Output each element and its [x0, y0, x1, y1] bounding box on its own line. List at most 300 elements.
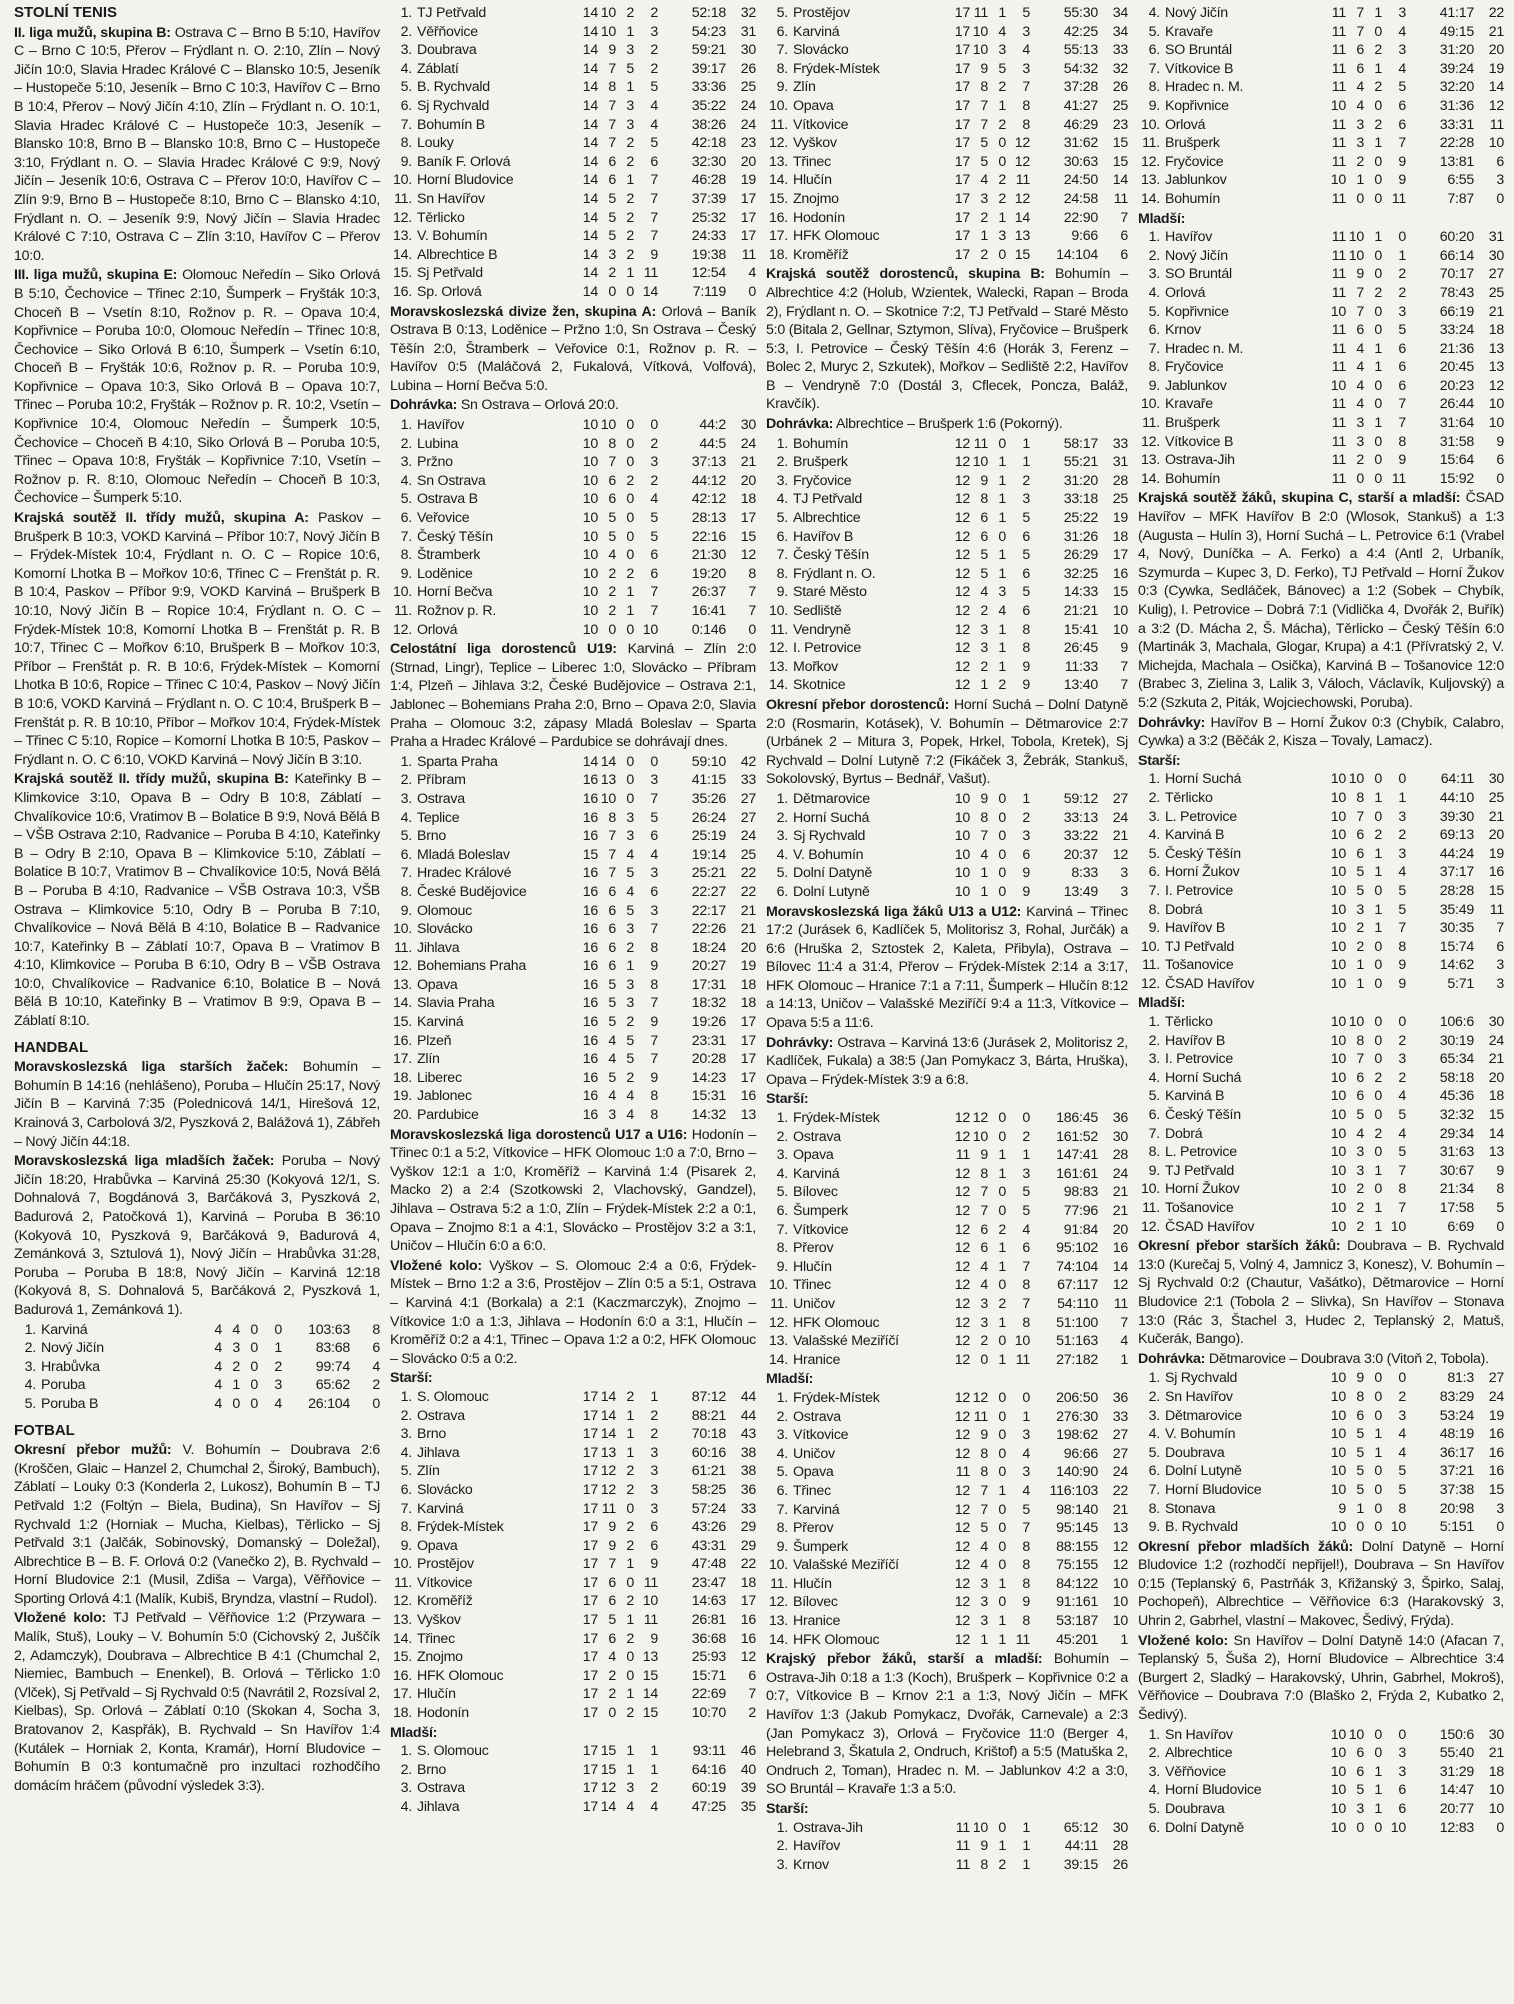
draws-cell: 0	[1374, 1051, 1382, 1068]
played-cell: 10	[1330, 808, 1346, 825]
team-cell: Uničov	[793, 1445, 835, 1462]
score-cell: 14:23	[691, 1069, 726, 1086]
played-cell: 10	[954, 828, 970, 845]
wins-cell: 5	[608, 995, 616, 1012]
team-cell: Veřovice	[417, 510, 470, 527]
points-cell: 17	[740, 1069, 756, 1086]
draws-cell: 2	[626, 1593, 634, 1610]
rank-cell: 3.	[24, 1358, 36, 1375]
rank-cell: 5.	[1148, 845, 1160, 862]
table-row	[766, 435, 1128, 454]
losses-cell: 1	[1022, 790, 1030, 807]
draws-cell: 1	[998, 1165, 1006, 1182]
losses-cell: 6	[1398, 97, 1406, 114]
score-cell: 60:19	[691, 1780, 726, 1797]
rank-cell: 10.	[1141, 1181, 1160, 1198]
team-cell: Brno	[417, 1761, 446, 1778]
score-cell: 38:26	[691, 116, 726, 133]
losses-cell: 9	[1398, 957, 1406, 974]
losses-cell: 8	[1022, 116, 1030, 133]
losses-cell: 3	[650, 1481, 658, 1498]
rank-cell: 12.	[769, 640, 788, 657]
played-cell: 12	[954, 1314, 970, 1331]
standings-table	[390, 4, 756, 302]
table-row	[1138, 1369, 1504, 1388]
played-cell: 14	[582, 172, 598, 189]
team-cell: Vyškov	[417, 1612, 461, 1629]
rank-cell: 2.	[776, 1128, 788, 1145]
losses-cell: 9	[650, 246, 658, 263]
score-cell: 46:28	[691, 172, 726, 189]
score-cell: 84:122	[1056, 1575, 1098, 1592]
competition-name: Vložené kolo:	[1138, 1632, 1228, 1649]
team-cell: Kopřivnice	[1165, 303, 1229, 320]
rank-cell: 7.	[1148, 882, 1160, 899]
rank-cell: 1.	[776, 1389, 788, 1406]
draws-cell: 3	[626, 42, 634, 59]
wins-cell: 6	[608, 1630, 616, 1647]
rank-cell: 15.	[393, 1649, 412, 1666]
draws-cell: 0	[250, 1358, 258, 1375]
points-cell: 24	[740, 116, 756, 133]
draws-cell: 1	[626, 1761, 634, 1778]
losses-cell: 1	[274, 1340, 282, 1357]
table-row	[766, 883, 1128, 902]
team-cell: Mořkov	[793, 658, 839, 675]
points-cell: 18	[1488, 1763, 1504, 1780]
rank-cell: 1.	[776, 435, 788, 452]
rank-cell: 11.	[770, 1295, 788, 1312]
wins-cell: 8	[1356, 1032, 1364, 1049]
table-row	[1138, 377, 1504, 396]
score-cell: 37:17	[1439, 864, 1474, 881]
rank-cell: 2.	[1148, 1745, 1160, 1762]
draws-cell: 4	[998, 603, 1006, 619]
score-cell: 15:64	[1439, 452, 1474, 469]
losses-cell: 6	[1398, 116, 1406, 133]
points-cell: 11	[1489, 901, 1504, 918]
rank-cell: 4.	[400, 809, 412, 826]
points-cell: 3	[1120, 883, 1128, 900]
played-cell: 11	[1331, 42, 1346, 59]
team-cell: Rožnov p. R.	[417, 603, 497, 619]
team-cell: České Budějovice	[417, 883, 527, 900]
score-cell: 186:45	[1056, 1110, 1098, 1127]
team-cell: TJ Petřvald	[1165, 938, 1234, 955]
draws-cell: 2	[626, 209, 634, 226]
draws-cell: 0	[1374, 1726, 1382, 1743]
standings-table	[1138, 1726, 1504, 1838]
wins-cell: 3	[980, 190, 988, 207]
rank-cell: 10.	[1141, 396, 1160, 413]
table-row	[1138, 1162, 1504, 1181]
points-cell: 27	[1112, 1445, 1128, 1462]
played-cell: 17	[954, 5, 970, 21]
score-cell: 13:49	[1063, 883, 1098, 900]
draws-cell: 2	[626, 472, 634, 489]
points-cell: 20	[740, 153, 756, 170]
points-cell: 33	[1112, 42, 1128, 59]
played-cell: 17	[582, 1537, 598, 1554]
losses-cell: 5	[1022, 584, 1030, 601]
points-cell: 33	[1112, 1408, 1128, 1425]
wins-cell: 2	[1356, 1200, 1364, 1216]
played-cell: 17	[582, 1799, 598, 1815]
team-cell: Kroměříž	[417, 1593, 473, 1610]
points-cell: 8	[372, 1321, 380, 1338]
score-cell: 15:71	[691, 1667, 726, 1684]
played-cell: 9	[1338, 1500, 1346, 1517]
team-cell: Nový Jičín	[1165, 247, 1228, 264]
points-cell: 11	[1113, 190, 1128, 207]
draws-cell: 2	[626, 1705, 634, 1722]
played-cell: 10	[582, 547, 598, 564]
played-cell: 10	[954, 790, 970, 807]
rank-cell: 12.	[769, 1314, 788, 1331]
wins-cell: 5	[608, 190, 616, 207]
losses-cell: 7	[1398, 396, 1406, 413]
rank-cell: 6.	[400, 1481, 412, 1498]
draws-cell: 2	[626, 5, 634, 21]
draws-cell: 0	[998, 528, 1006, 545]
draws-cell: 0	[1374, 1819, 1382, 1836]
draws-cell: 3	[626, 116, 634, 133]
score-cell: 9:66	[1071, 228, 1098, 245]
table-row	[1138, 321, 1504, 340]
points-cell: 22	[740, 883, 756, 900]
draws-cell: 2	[626, 153, 634, 170]
draws-cell: 0	[998, 1520, 1006, 1537]
rank-cell: 5.	[24, 1395, 36, 1412]
losses-cell: 5	[1398, 882, 1406, 899]
played-cell: 10	[1330, 771, 1346, 788]
score-cell: 44:11	[1064, 1838, 1098, 1855]
score-cell: 45:36	[1439, 1088, 1474, 1105]
played-cell: 16	[582, 809, 598, 826]
points-cell: 18	[1488, 1088, 1504, 1105]
table-row	[766, 1819, 1128, 1838]
wins-cell: 6	[608, 172, 616, 189]
table-row	[1138, 1763, 1504, 1782]
losses-cell: 3	[650, 902, 658, 919]
score-cell: 70:17	[1439, 266, 1474, 283]
score-cell: 18:24	[691, 939, 726, 956]
results-paragraph	[14, 1058, 380, 1151]
score-cell: 96:66	[1063, 1445, 1098, 1462]
draws-cell: 0	[1374, 938, 1382, 955]
losses-cell: 1	[1022, 1856, 1030, 1873]
team-cell: Jablonec	[417, 1088, 472, 1105]
competition-name: Krajský přebor žáků, starší a mladší:	[766, 1651, 1043, 1668]
rank-cell: 7.	[776, 547, 788, 564]
team-cell: Frýdek-Místek	[793, 1110, 880, 1127]
rank-cell: 13.	[393, 228, 412, 245]
losses-cell: 11	[643, 265, 658, 282]
played-cell: 12	[954, 472, 970, 489]
table-row	[1138, 901, 1504, 920]
team-cell: Vítkovice B	[1165, 60, 1234, 77]
rank-cell: 4.	[24, 1377, 36, 1394]
score-cell: 77:96	[1063, 1203, 1098, 1219]
points-cell: 21	[1112, 1501, 1128, 1518]
table-row	[390, 246, 756, 265]
table-row	[1138, 1462, 1504, 1481]
points-cell: 20	[1488, 827, 1504, 844]
team-cell: Příbram	[417, 772, 466, 789]
played-cell: 12	[954, 1258, 970, 1275]
wins-cell: 7	[980, 97, 988, 114]
rank-cell: 7.	[776, 42, 788, 59]
draws-cell: 1	[998, 1351, 1006, 1368]
losses-cell: 8	[1022, 1613, 1030, 1630]
team-cell: Těrlicko	[417, 209, 465, 226]
rank-cell: 8.	[400, 135, 412, 152]
played-cell: 10	[1330, 920, 1346, 937]
rank-cell: 1.	[1148, 1726, 1160, 1743]
rank-cell: 6.	[776, 1203, 788, 1219]
played-cell: 17	[582, 1630, 598, 1647]
wins-cell: 3	[1356, 135, 1364, 152]
wins-cell: 4	[1356, 1125, 1364, 1142]
score-cell: 26:44	[1439, 396, 1474, 413]
team-cell: Ostrava	[417, 790, 465, 807]
table-row	[1138, 470, 1504, 489]
table-row	[766, 116, 1128, 135]
score-cell: 26:24	[691, 809, 726, 826]
score-cell: 32:32	[1439, 1107, 1474, 1124]
score-cell: 59:21	[691, 42, 726, 59]
competition-name: Vložené kolo:	[14, 1610, 106, 1627]
score-cell: 59:12	[1063, 790, 1098, 807]
score-cell: 26:29	[1063, 547, 1098, 564]
losses-cell: 2	[650, 1780, 658, 1797]
rank-cell: 12.	[1141, 433, 1160, 450]
draws-cell: 1	[998, 1482, 1006, 1499]
team-cell: Pržno	[417, 454, 453, 471]
rank-cell: 11.	[394, 190, 412, 207]
draws-cell: 0	[1374, 303, 1382, 320]
rank-cell: 15.	[393, 1014, 412, 1031]
wins-cell: 4	[608, 1649, 616, 1666]
losses-cell: 2	[1398, 1388, 1406, 1405]
losses-cell: 12	[1014, 135, 1030, 152]
rank-cell: 9.	[776, 1258, 788, 1275]
played-cell: 4	[214, 1395, 222, 1412]
draws-cell: 2	[998, 190, 1006, 207]
losses-cell: 6	[1022, 603, 1030, 619]
played-cell: 10	[1330, 377, 1346, 394]
played-cell: 17	[954, 246, 970, 263]
table-row	[390, 1069, 756, 1088]
draws-cell: 0	[1374, 97, 1382, 114]
draws-cell: 1	[626, 1743, 634, 1760]
draws-cell: 2	[626, 246, 634, 263]
played-cell: 11	[1331, 190, 1346, 207]
rank-cell: 18.	[769, 246, 788, 263]
wins-cell: 7	[608, 454, 616, 471]
results-text: Ostrava – Karviná 13:6 (Jurásek 2, Molitorisz 2, Kadlíček, Fukala) a 38:5 (Jan Pomykacz 3, Bárta, Hruška), Opava – Frýdek-Místek 3:9 a 6:8.	[766, 1034, 1128, 1088]
points-cell: 43	[740, 1426, 756, 1443]
team-cell: V. Bohumín	[1165, 1426, 1236, 1443]
score-cell: 44:10	[1439, 789, 1474, 806]
points-cell: 21	[740, 902, 756, 919]
table-row	[390, 976, 756, 995]
draws-cell: 1	[998, 1613, 1006, 1630]
results-paragraph	[1138, 1237, 1504, 1349]
score-cell: 21:30	[691, 547, 726, 564]
standings-table	[1138, 1369, 1504, 1536]
standings-table	[766, 1389, 1128, 1649]
score-cell: 31:20	[1439, 42, 1474, 59]
draws-cell: 0	[1374, 452, 1382, 469]
rank-cell: 15.	[769, 190, 788, 207]
team-cell: Horní Bečva	[417, 584, 493, 601]
competition-name: Dohrávky:	[1138, 714, 1206, 731]
points-cell: 15	[1488, 1107, 1504, 1124]
table-row	[1138, 1744, 1504, 1763]
score-cell: 13:40	[1063, 677, 1098, 694]
rank-cell: 9.	[1148, 377, 1160, 394]
rank-cell: 1.	[776, 790, 788, 807]
played-cell: 10	[1330, 1481, 1346, 1498]
wins-cell: 6	[980, 1221, 988, 1238]
score-cell: 25:32	[691, 209, 726, 226]
team-cell: Hlučín	[793, 1258, 832, 1275]
played-cell: 14	[582, 116, 598, 133]
rank-cell: 1.	[776, 1110, 788, 1127]
wins-cell: 3	[608, 1107, 616, 1124]
table-subheading: Starší:	[766, 1801, 809, 1817]
draws-cell: 2	[998, 1295, 1006, 1312]
played-cell: 11	[1331, 284, 1346, 301]
played-cell: 12	[954, 1277, 970, 1294]
played-cell: 16	[582, 790, 598, 807]
draws-cell: 5	[626, 1051, 634, 1068]
wins-cell: 12	[972, 1110, 988, 1127]
played-cell: 10	[1330, 1444, 1346, 1461]
played-cell: 16	[582, 865, 598, 882]
draws-cell: 0	[626, 283, 634, 300]
draws-cell: 0	[1374, 1745, 1382, 1762]
wins-cell: 3	[980, 1295, 988, 1312]
table-row	[766, 1389, 1128, 1408]
points-cell: 24	[1112, 1464, 1128, 1481]
points-cell: 29	[740, 1537, 756, 1554]
competition-name: Vložené kolo:	[390, 1257, 482, 1274]
draws-cell: 0	[998, 828, 1006, 845]
played-cell: 17	[582, 1780, 598, 1797]
team-cell: Staré Město	[793, 584, 867, 601]
points-cell: 28	[1112, 472, 1128, 489]
team-cell: Stonava	[1165, 1500, 1216, 1517]
team-cell: Sj Rychvald	[417, 97, 490, 114]
rank-cell: 13.	[769, 153, 788, 170]
losses-cell: 5	[1022, 1203, 1030, 1219]
rank-cell: 10.	[1141, 938, 1160, 955]
played-cell: 10	[1330, 1032, 1346, 1049]
score-cell: 31:26	[1063, 528, 1098, 545]
losses-cell: 7	[1022, 1295, 1030, 1312]
team-cell: Dobrá	[1165, 901, 1203, 918]
played-cell: 16	[582, 883, 598, 900]
table-row	[390, 809, 756, 828]
score-cell: 25:93	[691, 1649, 726, 1666]
points-cell: 12	[1112, 846, 1128, 863]
table-row	[1138, 1518, 1504, 1537]
rank-cell: 13.	[769, 1613, 788, 1630]
points-cell: 18	[1488, 322, 1504, 339]
draws-cell: 0	[1374, 1014, 1382, 1031]
points-cell: 3	[1496, 1500, 1504, 1517]
draws-cell: 1	[1374, 1763, 1382, 1780]
losses-cell: 8	[1022, 640, 1030, 657]
points-cell: 10	[1488, 396, 1504, 413]
table-row	[766, 1538, 1128, 1557]
score-cell: 47:25	[691, 1799, 726, 1815]
played-cell: 12	[954, 454, 970, 471]
wins-cell: 2	[1356, 920, 1364, 937]
wins-cell: 2	[232, 1358, 240, 1375]
team-cell: Lubina	[417, 435, 459, 452]
points-cell: 30	[1112, 1128, 1128, 1145]
table-row	[1138, 808, 1504, 827]
rank-cell: 10.	[769, 603, 788, 619]
table-row	[766, 1295, 1128, 1314]
team-cell: Sn Havířov	[417, 190, 485, 207]
points-cell: 0	[1496, 1218, 1504, 1235]
wins-cell: 6	[1356, 1763, 1364, 1780]
rank-cell: 13.	[1141, 452, 1160, 469]
table-row	[390, 1630, 756, 1649]
wins-cell: 8	[608, 435, 616, 452]
score-cell: 51:100	[1056, 1314, 1098, 1331]
team-cell: Slovácko	[417, 921, 473, 938]
table-row	[1138, 78, 1504, 97]
rank-cell: 12.	[393, 209, 412, 226]
rank-cell: 7.	[1148, 1481, 1160, 1498]
wins-cell: 7	[1356, 23, 1364, 40]
points-cell: 12	[1112, 1557, 1128, 1574]
score-cell: 35:22	[691, 97, 726, 114]
played-cell: 11	[1331, 359, 1346, 376]
wins-cell: 5	[1356, 1463, 1364, 1480]
score-cell: 46:29	[1063, 116, 1098, 133]
team-cell: Orlová	[1165, 284, 1206, 301]
played-cell: 17	[582, 1556, 598, 1573]
team-cell: Horní Suchá	[1165, 771, 1242, 788]
rank-cell: 3.	[776, 472, 788, 489]
points-cell: 21	[1488, 1745, 1504, 1762]
losses-cell: 4	[1022, 1445, 1030, 1462]
points-cell: 2	[748, 1705, 756, 1722]
draws-cell: 0	[1374, 153, 1382, 170]
draws-cell: 0	[1374, 1388, 1382, 1405]
points-cell: 6	[748, 1667, 756, 1684]
rank-cell: 8.	[776, 60, 788, 77]
rank-cell: 3.	[400, 42, 412, 59]
draws-cell: 0	[250, 1395, 258, 1412]
wins-cell: 6	[1356, 1745, 1364, 1762]
team-cell: Věřňovice	[417, 23, 478, 40]
losses-cell: 1	[650, 1743, 658, 1760]
wins-cell: 0	[232, 1395, 240, 1412]
team-cell: Ostrava	[417, 1780, 465, 1797]
rank-cell: 14.	[1141, 190, 1160, 207]
played-cell: 16	[582, 976, 598, 993]
played-cell: 12	[954, 658, 970, 675]
score-cell: 98:140	[1056, 1501, 1098, 1518]
rank-cell: 13.	[1141, 172, 1160, 189]
